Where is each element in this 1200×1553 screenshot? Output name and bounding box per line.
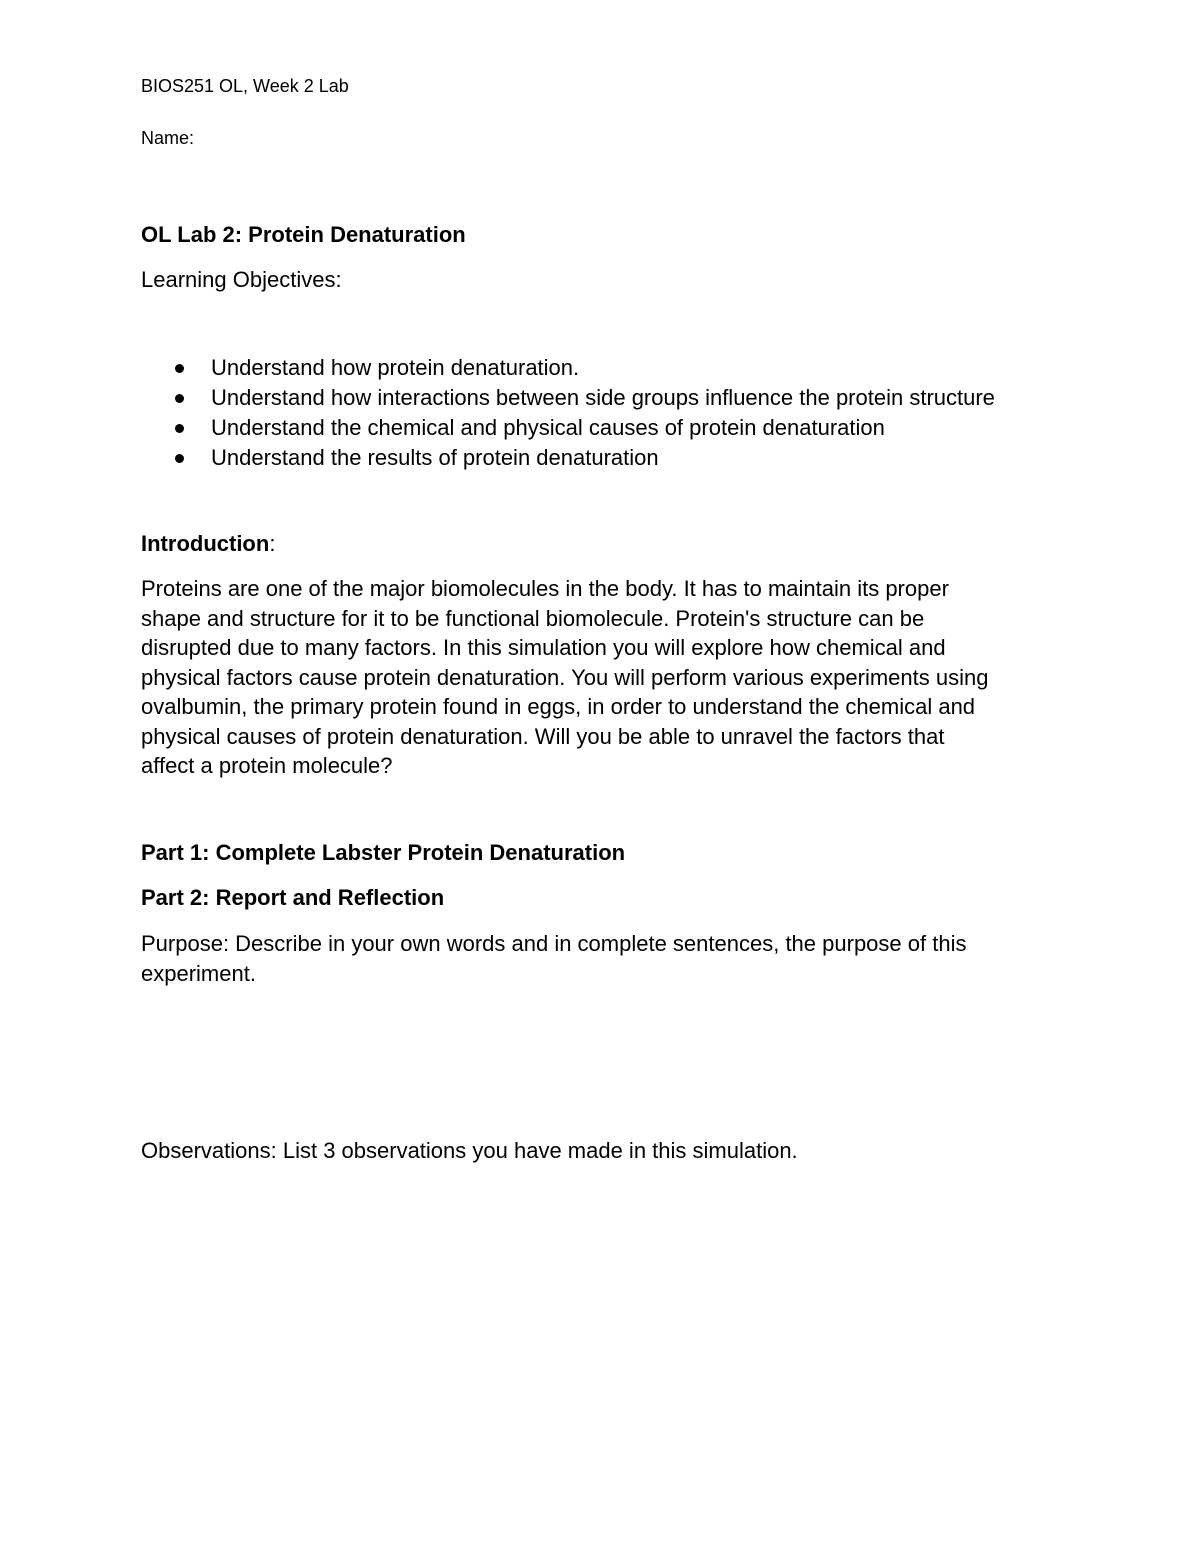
objectives-label: Learning Objectives:: [141, 267, 342, 292]
introduction-colon: :: [269, 531, 276, 556]
paragraph-line: physical causes of protein denaturation. Will you be able to unravel the factors that: [141, 723, 945, 749]
objectives-list: [141, 353, 995, 473]
paragraph-line: affect a protein molecule?: [141, 753, 393, 778]
bullet-icon: [175, 424, 184, 433]
paragraph-line: shape and structure for it to be functional biomolecule. Protein's structure can be: [141, 605, 925, 631]
paragraph-line: experiment.: [141, 960, 256, 986]
paragraph-line: Purpose: Describe in your own words and in complete sentences, the purpose of this: [141, 931, 967, 956]
list-item: [141, 353, 995, 383]
purpose-paragraph: [141, 929, 1071, 988]
part2-heading: Part 2: Report and Reflection: [141, 885, 445, 910]
bullet-icon: [175, 454, 184, 463]
course-header: BIOS251 OL, Week 2 Lab: [141, 76, 349, 96]
objective-text: Understand the results of protein denaturation: [211, 445, 659, 470]
bullet-icon: [175, 394, 184, 403]
introduction-label: Introduction: [141, 531, 270, 556]
list-item: [141, 413, 995, 443]
list-item: [141, 443, 995, 473]
bullet-icon: [175, 364, 184, 373]
paragraph-line: disrupted due to many factors. In this simulation you will explore how chemical and: [141, 635, 946, 660]
introduction-heading: [141, 529, 275, 559]
paragraph-line: physical factors cause protein denaturation. You will perform various experiments using: [141, 664, 989, 690]
introduction-paragraph: [141, 574, 1071, 781]
paragraph-line: Proteins are one of the major biomolecules in the body. It has to maintain its proper: [141, 576, 949, 601]
name-label: Name:: [141, 128, 195, 148]
paragraph-line: ovalbumin, the primary protein found in eggs, in order to understand the chemical and: [141, 694, 976, 719]
objective-text: Understand how protein denaturation.: [211, 355, 580, 380]
document-title: OL Lab 2: Protein Denaturation: [141, 222, 466, 247]
list-item: [141, 383, 995, 413]
objective-text: Understand the chemical and physical causes of protein denaturation: [211, 415, 885, 440]
part1-heading: Part 1: Complete Labster Protein Denaturation: [141, 840, 626, 865]
objective-text: Understand how interactions between side groups influence the protein structure: [211, 385, 995, 410]
observations-prompt: Observations: List 3 observations you have made in this simulation.: [141, 1138, 798, 1163]
